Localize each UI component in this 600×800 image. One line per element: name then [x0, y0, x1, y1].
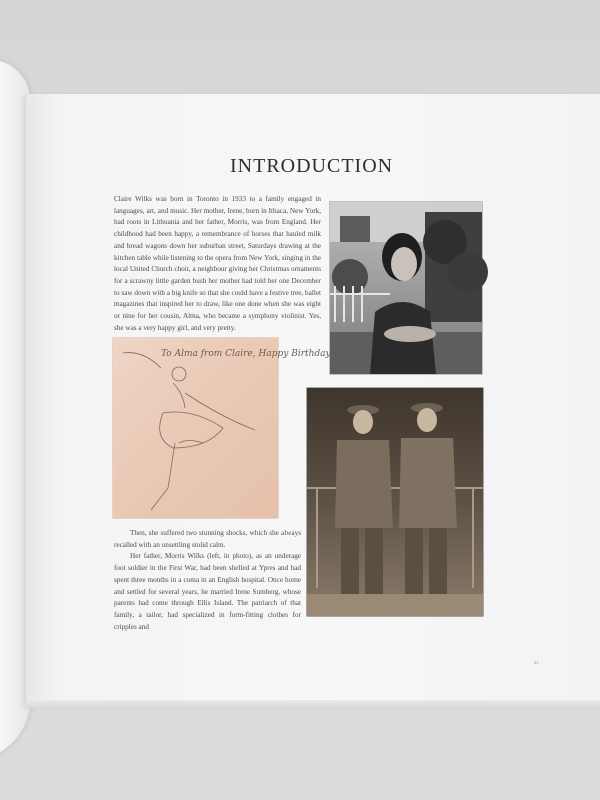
page-number: xi [534, 661, 538, 666]
page-bottom-edge [26, 700, 600, 708]
page-title: INTRODUCTION [230, 155, 394, 177]
soldiers-photo [307, 388, 483, 616]
paragraph-3: Her father, Morris Wilks (left, in photo), as an underage foot soldier in the First War, had been shelled at Ypres and had spent three months in a coma in an English hospital. Once home and settled for several years, he married Irene Sumberg, whose parents had come through Ellis Island. The patriarch of that family, a tailor, had specialized in form-fitting clothes for cripples and [114, 552, 301, 631]
sketch-inscription: To Alma from Claire, Happy Birthday. [161, 349, 333, 359]
girl-photo [330, 202, 482, 374]
ballerina-sketch-drawing [113, 338, 333, 518]
soldiers-photo-image [307, 388, 483, 616]
paragraph-2: Then, she suffered two stunning shocks, which she always recalled with an unsettling stolid calm. [114, 529, 301, 549]
lower-text-block [114, 528, 301, 633]
ballerina-sketch [113, 338, 333, 518]
intro-paragraph: Claire Wilks was born in Toronto in 1933 to a family engaged in languages, art, and music. Her mother, Irene, born in Ithaca, New York, had roots in Lithuania and her father, Morris, was from England. Her childhood had been happy, a remembrance of horses that hauled milk and bread wagons down her suburban street, Saturdays drawing at the kitchen table while listening to the opera from New York, singing in the local United Church choir, a neighbour giving her Christmas ornaments for a scrawny little garden bush her mother had told her one December to saw down with a big knife so that she could have a festive tree, ballet magazines that inspired her to draw, like one done when she was eight or nine for her cousin, Alma, who became a symphony violinist. Yes, she was a very happy girl, and very pretty. [114, 195, 321, 332]
girl-photo-image [330, 202, 482, 374]
